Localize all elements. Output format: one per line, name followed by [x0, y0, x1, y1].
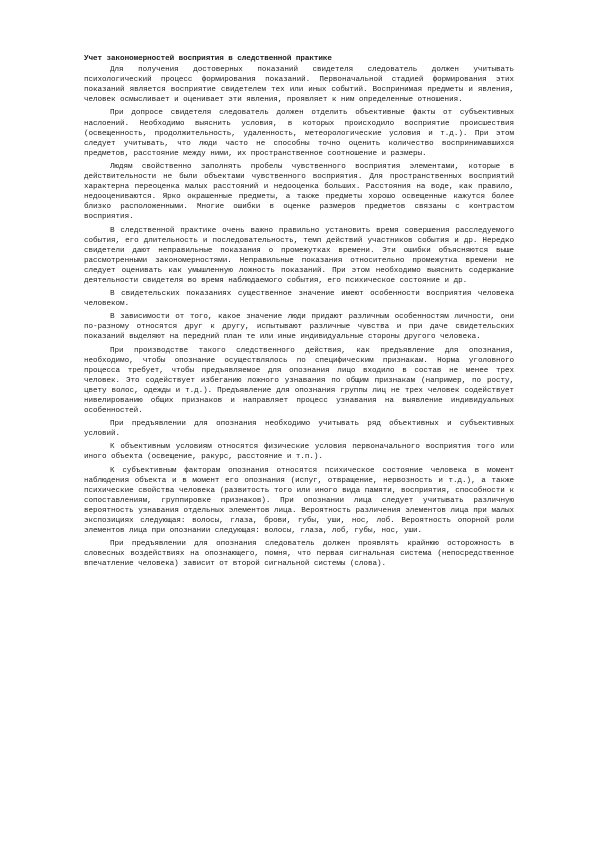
paragraph-5: В свидетельских показаниях существенное значение имеют особенности восприятия человека человеком. [84, 290, 514, 309]
paragraph-1: Для получения достоверных показаний свидетеля следователь должен учитывать психологический процесс формирования показаний. Первоначальной стадией формирования этих показаний является восприятие свидетелем тех или иных событий. Воспринимая предметы и явления, человек осмысливает и оценивает эти явления, проявляет к ним определенные отношения. [84, 66, 514, 105]
paragraph-2: При допросе свидетеля следователь должен отделить объективные факты от субъективных наслоений. Необходимо выяснить условия, в которых происходило восприятие происшествия (освещенность, продолжительность, удаленность, метеорологические условия и т.д.). При этом следует учитывать, что люди часто не способны точно оценить количество воспринимавшихся предметов, расстояние между ними, их пространственное соотношение и размеры. [84, 109, 514, 158]
paragraph-11: При предъявлении для опознания следователь должен проявлять крайнюю осторожность в словесных воздействиях на опознающего, помня, что первая сигнальная система (непосредственное впечатление человека) зависит от второй сигнальной системы (слова). [84, 540, 514, 569]
document-title: Учет закономерностей восприятия в следственной практике [84, 55, 332, 63]
paragraph-7: При производстве такого следственного действия, как предъявление для опознания, необходимо, чтобы опознание осуществлялось по специфическим признакам. Норма уголовного процесса требует, чтобы предъявляемое для опознания лицо входило в состав не менее трех человек. Это содействует избеганию ложного узнавания по общим признакам (например, по росту, цвету волос, одежды и т.д.). Предъявление для опознания группы лиц не трех человек содействует нивелированию общих признаков и направляет процесс узнавания на выявление индивидуальных особенностей. [84, 346, 514, 416]
paragraph-8: При предъявлении для опознания необходимо учитывать ряд объективных и субъективных условий. [84, 420, 514, 439]
paragraph-10: К субъективным факторам опознания относятся психическое состояние человека в момент наблюдения объекта и в момент его опознания (испуг, отвращение, нервозность и т.д.), а также психические свойства человека (развитость того или иного вида памяти, восприятия, способности к сопоставлениям, группировке признаков). При опознании лица следует учитывать различную вероятность узнавания отдельных элементов лица. Вероятность различения элементов лица при малых экспозициях следующая: волосы, глаза, брови, губы, уши, нос, лоб. Вероятность опорной роли элементов лица при опознании следующая: волосы, глаза, лоб, губы, нос, уши. [84, 466, 514, 536]
paragraph-4: В следственной практике очень важно правильно установить время совершения расследуемого события, его длительность и последовательность, темп действий участников события и др. Нередко свидетели дают неправильные показания о промежутках времени. Эти ошибки объясняются выше рассмотренными закономерностями. Неправильные показания относительно промежутка времени не следует оценивать как умышленную ложность показаний. При этом необходимо выяснить содержание деятельности свидетеля во время наблюдаемого события, его психическое состояние и др. [84, 226, 514, 285]
paragraph-3: Людям свойственно заполнять пробелы чувственного восприятия элементами, которые в действительности не были объектами чувственного восприятия. Для пространственных восприятий характерна переоценка малых расстояний и недооценка больших. Расстояния на воде, как правило, недооцениваются. Ярко окрашенные предметы, а также предметы хорошо освещенные кажутся более близко расположенными. Многие ошибки в оценке размеров предметов связаны с контрастом восприятия. [84, 162, 514, 222]
paragraph-9: К объективным условиям относятся физические условия первоначального восприятия того или иного объекта (освещение, ракурс, расстояние и т.п.). [84, 443, 514, 462]
document-page [84, 54, 514, 573]
paragraph-6: В зависимости от того, какое значение люди придают различным особенностям личности, они по-разному относятся друг к другу, испытывают различные чувства и при даче свидетельских показаний выделяют на передний план те или иные индивидуальные стороны другого человека. [84, 313, 514, 342]
